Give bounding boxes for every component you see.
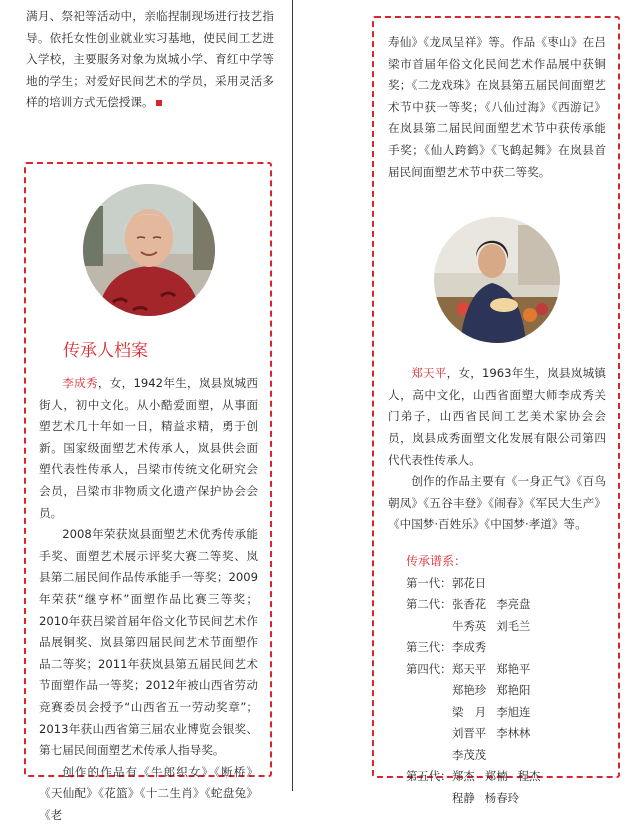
generation-label: 第三代： [406, 640, 452, 655]
inheritor-name: 程静 [452, 790, 475, 805]
generation-names [452, 766, 582, 809]
inheritor-name: 郑天平 [452, 661, 487, 676]
lineage-row [406, 594, 606, 637]
profile-paragraph [39, 373, 258, 524]
generation-names [452, 637, 582, 659]
inheritor-name: 刘毛兰 [496, 618, 531, 633]
li-chengxiu-portrait [83, 184, 215, 316]
inheritor-name: 李茂茂 [452, 747, 487, 762]
awards-paragraph: 2008年荣获岚县面塑艺术优秀传承能手奖、面塑艺术展示评奖大赛二等奖、岚县第二届民间作品传承能手一等奖；2009年荣获“继亨杯”面塑作品比赛三等奖；2010年获吕梁首届年俗文化节民间艺术作品展铜奖、岚县第四届民间艺术节面塑作品二等奖；2011年获岚县第五届民间艺术节面塑作品一等奖；2012年被山西省劳动竞赛委员会授予“山西省五一劳动奖章”；2013年获山西省第三届农业博览会银奖、第七届民间面塑艺术传承人指导奖。 [39, 527, 258, 758]
inheritor-name: 郑杰 [452, 769, 475, 784]
lineage-list [406, 573, 606, 810]
end-mark-icon [156, 100, 162, 106]
inheritor-name: 牛秀英 [452, 618, 487, 633]
inheritor-name: 梁 月 [452, 704, 487, 719]
inheritor-profile-box-right [372, 16, 620, 805]
inheritor-name: 杨春玲 [484, 790, 519, 805]
inheritor-name: 李旭连 [496, 704, 531, 719]
inheritor-name: 李亮盘 [496, 597, 531, 612]
inheritor-profile-box-left [24, 162, 272, 822]
inheritor-name: 刘晋平 [452, 726, 487, 741]
inheritor-name: 郑艳平 [496, 661, 531, 676]
generation-label: 第四代： [406, 661, 452, 676]
profile-paragraph-right [388, 363, 606, 471]
generation-label: 第五代： [406, 769, 452, 784]
inheritor-name: 李林林 [496, 726, 531, 741]
works-paragraph-right: 创作的作品主要有《一身正气》《百鸟朝凤》《五谷丰登》《闹春》《军民大生产》《中国梦·百姓乐》《中国梦·孝道》等。 [388, 474, 606, 532]
intro-paragraph [26, 6, 274, 114]
column-divider [292, 0, 293, 791]
intro-text: 满月、祭祀等活动中，亲临捏制现场进行技艺指导。依托女性创业就业实习基地，使民间工艺进入学校，主要服务对象为岚城小学、育红中学等地的学生；对爱好民间艺术的学员，采用灵活多样的培训方式无偿授课。 [26, 9, 274, 110]
generation-names [452, 659, 582, 767]
works-paragraph: 创作的作品有《牛郎织女》《断桥》《天仙配》《花篮》《十二生肖》《蛇盘兔》《老 [39, 764, 258, 822]
generation-names [452, 594, 582, 637]
inheritor-name: 李成秀 [452, 640, 487, 655]
generation-label: 第一代： [406, 575, 452, 590]
lineage-row [406, 659, 606, 767]
inheritor-name: 程杰 [517, 769, 541, 784]
inheritor-name: 郑楠 [484, 769, 508, 784]
profile-name: 李成秀 [62, 376, 98, 390]
continued-paragraph: 寿仙》《龙凤呈祥》等。作品《枣山》在吕梁市首届年俗文化民间艺术作品展中获铜奖；《二龙戏珠》在岚县第五届民间面塑艺术节中获一等奖；《八仙过海》《西游记》在岚县第二届民间面塑艺术节中获传承能手奖；《仙人跨鹤》《飞鹤起舞》在岚县首届民间面塑艺术节中获二等奖。 [388, 35, 606, 179]
inheritor-name: 郭花日 [452, 575, 487, 590]
inheritor-name: 郑艳阳 [496, 683, 531, 698]
lineage-title: 传承谱系： [406, 553, 467, 568]
section-title: 传承人档案 [63, 341, 148, 361]
lineage-row [406, 766, 606, 809]
inheritor-name: 郑艳珍 [452, 683, 487, 698]
lineage-row [406, 573, 606, 595]
generation-names [452, 573, 582, 595]
inheritor-name: 张香花 [452, 597, 487, 612]
profile-details: ，女，1942年生，岚县岚城西街人，初中文化。从小酷爱面塑，从事面塑艺术几十年如一日，精益求精，勇于创新。国家级面塑艺术传承人，岚县供会面塑代表性传承人，吕梁市传统文化研究会会员，吕梁市非物质文化遗产保护协会会员。 [39, 376, 258, 520]
intro-column [26, 6, 274, 114]
lineage-row [406, 637, 606, 659]
profile-name-right: 郑天平 [411, 366, 447, 381]
profile-details-right: ，女，1963年生，岚县岚城镇人，高中文化，山西省面塑大师李成秀关门弟子，山西省民间工艺美术家协会会员，岚县成秀面塑文化发展有限公司第四代代表性传承人。 [388, 366, 606, 467]
generation-label: 第二代： [406, 597, 452, 612]
zheng-tianping-portrait [434, 217, 560, 343]
